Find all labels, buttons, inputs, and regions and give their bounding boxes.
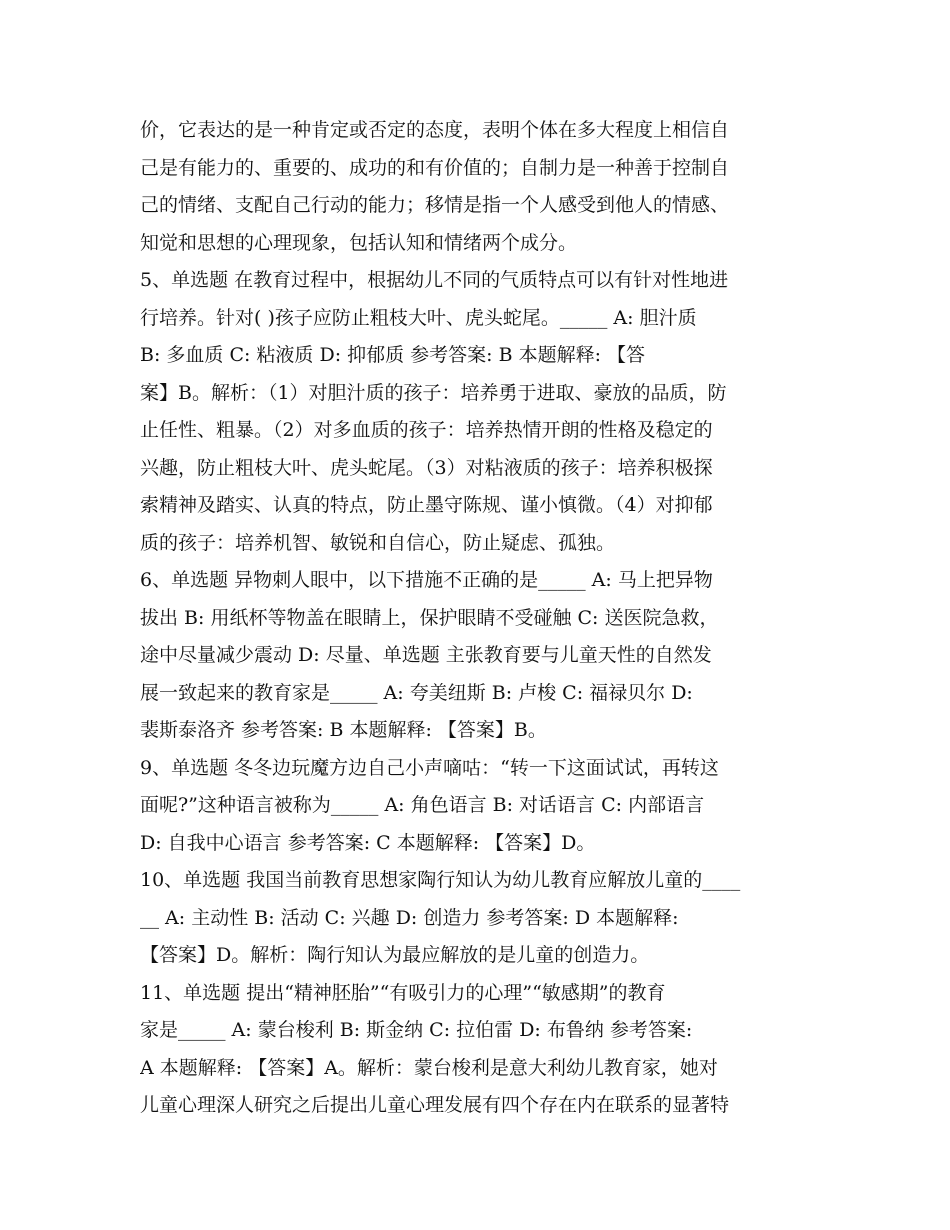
- document-body: [140, 112, 830, 1125]
- text-line: A 本题解释: 【答案】A。解析：蒙台梭利是意大利幼儿教育家，她对: [140, 1056, 718, 1079]
- text-line: 兴趣，防止粗枝大叶、虎头蛇尾。（3）对粘液质的孩子：培养积极探: [140, 456, 713, 479]
- text-line: 【答案】D。解析：陶行知认为最应解放的是儿童的创造力。: [140, 944, 650, 966]
- question-9-line: 9、单选题 冬冬边玩魔方边自己小声嘀咕：“转一下这面试试，再转这: [140, 756, 719, 779]
- text-line: 拔出 B: 用纸杯等物盖在眼睛上，保护眼睛不受碰触 C: 送医院急救，: [140, 606, 719, 629]
- text-line: 儿童心理深人研究之后提出儿童心理发展有四个存在内在联系的显著特: [140, 1094, 730, 1116]
- text-line: 质的孩子：培养机智、敏锐和自信心，防止疑虑、孤独。: [140, 531, 616, 554]
- text-line: 裴斯泰洛齐 参考答案: B 本题解释: 【答案】B。: [140, 719, 547, 741]
- text-line: 己是有能力的、重要的、成功的和有价值的；自制力是一种善于控制自: [140, 156, 730, 179]
- text-line: 途中尽量减少震动 D: 尽量、单选题 主张教育要与儿童天性的自然发: [140, 644, 712, 666]
- text-line: 案】B。解析：（1）对胆汁质的孩子：培养勇于进取、豪放的品质，防: [140, 381, 727, 404]
- text-line: 己的情绪、支配自己行动的能力；移情是指一个人感受到他人的情感、: [140, 194, 730, 216]
- text-line: 展一致起来的教育家是_____ A: 夸美纽斯 B: 卢梭 C: 福禄贝尔 D:: [140, 681, 693, 704]
- text-line: 止任性、粗暴。（2）对多血质的孩子：培养热情开朗的性格及稳定的: [140, 419, 713, 441]
- text-line: B: 多血质 C: 粘液质 D: 抑郁质 参考答案: B 本题解释: 【答: [140, 344, 646, 366]
- text-line: 知觉和思想的心理现象，包括认知和情绪两个成分。: [140, 231, 578, 254]
- text-line: 行培养。针对( )孩子应防止粗枝大叶、虎头蛇尾。_____ A: 胆汁质: [140, 306, 697, 329]
- text-line: D: 自我中心语言 参考答案: C 本题解释: 【答案】D。: [140, 831, 596, 854]
- text-line: 家是_____ A: 蒙台梭利 B: 斯金纳 C: 拉伯雷 D: 布鲁纳 参考答案:: [140, 1019, 693, 1041]
- question-11-line: 11、单选题 提出“精神胚胎”“有吸引力的心理”“敏感期”的教育: [140, 981, 666, 1004]
- text-line: __ A: 主动性 B: 活动 C: 兴趣 D: 创造力 参考答案: D 本题解释:: [140, 906, 679, 929]
- text-line: 价，它表达的是一种肯定或否定的态度，表明个体在多大程度上相信自: [140, 119, 730, 141]
- question-5-line: 5、单选题 在教育过程中，根据幼儿不同的气质特点可以有针对性地进: [140, 269, 729, 291]
- question-10-line: 10、单选题 我国当前教育思想家陶行知认为幼儿教育应解放儿童的____: [140, 869, 741, 891]
- text-line: 索精神及踏实、认真的特点，防止墨守陈规、谨小慎微。（4）对抑郁: [140, 494, 713, 516]
- question-6-line: 6、单选题 异物刺人眼中，以下措施不正确的是_____ A: 马上把异物: [140, 569, 713, 591]
- text-line: 面呢?”这种语言被称为_____ A: 角色语言 B: 对话语言 C: 内部语言: [140, 794, 705, 816]
